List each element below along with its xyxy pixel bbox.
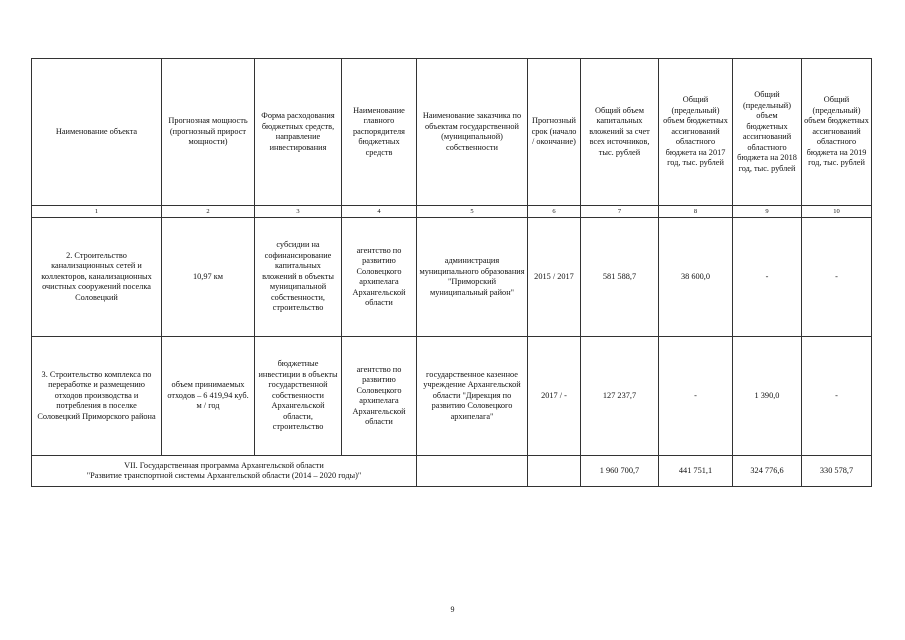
header-cell: Общий (предельный) объем бюджетных ассигнований областного бюджета на 2018 год, тыс. рублей bbox=[733, 59, 802, 206]
header-cell: Наименование заказчика по объектам государственной (муниципальной) собственности bbox=[417, 59, 528, 206]
budget-2018-cell: 1 390,0 bbox=[733, 337, 802, 456]
manager-cell: агентство по развитию Соловецкого архипелага Архангельской области bbox=[342, 337, 417, 456]
header-cell: Форма расходования бюджетных средств, направление инвестирования bbox=[255, 59, 342, 206]
budget-2017-sum: 441 751,1 bbox=[659, 456, 733, 487]
program-title-cell bbox=[32, 456, 417, 487]
column-number: 5 bbox=[417, 206, 528, 218]
header-cell: Наименование главного распорядителя бюджетных средств bbox=[342, 59, 417, 206]
funding-form-cell: бюджетные инвестиции в объекты государственной собственности Архангельской области, строительство bbox=[255, 337, 342, 456]
capacity-cell: 10,97 км bbox=[162, 218, 255, 337]
header-cell: Общий объем капитальных вложений за счет всех источников, тыс. рублей bbox=[581, 59, 659, 206]
budget-2017-cell: 38 600,0 bbox=[659, 218, 733, 337]
total-row bbox=[32, 456, 872, 487]
column-number: 1 bbox=[32, 206, 162, 218]
header-cell: Общий (предельный) объем бюджетных ассигнований областного бюджета на 2017 год, тыс. рублей bbox=[659, 59, 733, 206]
column-number: 4 bbox=[342, 206, 417, 218]
page-number: 9 bbox=[450, 605, 455, 614]
column-number: 8 bbox=[659, 206, 733, 218]
header-cell: Общий (предельный) объем бюджетных ассигнований областного бюджета на 2019 год, тыс. рублей bbox=[802, 59, 872, 206]
customer-cell: администрация муниципального образования "Приморский муниципальный район" bbox=[417, 218, 528, 337]
funding-form-cell: субсидии на софинансирование капитальных вложений в объекты муниципальной собственности, строительство bbox=[255, 218, 342, 337]
customer-cell: государственное казенное учреждение Архангельской области "Дирекция по развитию Соловецкого архипелага" bbox=[417, 337, 528, 456]
header-row bbox=[32, 59, 872, 206]
empty-cell bbox=[528, 456, 581, 487]
budget-2017-cell: - bbox=[659, 337, 733, 456]
column-number: 6 bbox=[528, 206, 581, 218]
term-cell: 2017 / - bbox=[528, 337, 581, 456]
term-cell: 2015 / 2017 bbox=[528, 218, 581, 337]
column-number: 2 bbox=[162, 206, 255, 218]
budget-2019-cell: - bbox=[802, 218, 872, 337]
column-number: 7 bbox=[581, 206, 659, 218]
total-investment-sum: 1 960 700,7 bbox=[581, 456, 659, 487]
empty-cell bbox=[417, 456, 528, 487]
total-investment-cell: 127 237,7 bbox=[581, 337, 659, 456]
budget-2018-sum: 324 776,6 bbox=[733, 456, 802, 487]
column-number-row bbox=[32, 206, 872, 218]
program-title-line: VII. Государственная программа Архангельской области bbox=[124, 460, 324, 470]
total-investment-cell: 581 588,7 bbox=[581, 218, 659, 337]
capacity-cell: объем принимаемых отходов – 6 419,94 куб. м / год bbox=[162, 337, 255, 456]
header-cell: Прогнозная мощность (прогнозный прирост мощности) bbox=[162, 59, 255, 206]
table-row bbox=[32, 337, 872, 456]
column-number: 10 bbox=[802, 206, 872, 218]
budget-2018-cell: - bbox=[733, 218, 802, 337]
table-row bbox=[32, 218, 872, 337]
program-title-line: "Развитие транспортной системы Архангельской области (2014 – 2020 годы)" bbox=[86, 471, 362, 480]
column-number: 9 bbox=[733, 206, 802, 218]
manager-cell: агентство по развитию Соловецкого архипелага Архангельской области bbox=[342, 218, 417, 337]
budget-2019-cell: - bbox=[802, 337, 872, 456]
budget-2019-sum: 330 578,7 bbox=[802, 456, 872, 487]
header-cell: Прогнозный срок (начало / окончание) bbox=[528, 59, 581, 206]
investment-table bbox=[31, 58, 872, 487]
object-name-cell: 2. Строительство канализационных сетей и коллекторов, канализационных очистных сооружений поселка Соловецкий bbox=[32, 218, 162, 337]
header-cell: Наименование объекта bbox=[32, 59, 162, 206]
object-name-cell: 3. Строительство комплекса по переработке и размещению отходов производства и потребления в поселке Соловецкий Приморского района bbox=[32, 337, 162, 456]
column-number: 3 bbox=[255, 206, 342, 218]
